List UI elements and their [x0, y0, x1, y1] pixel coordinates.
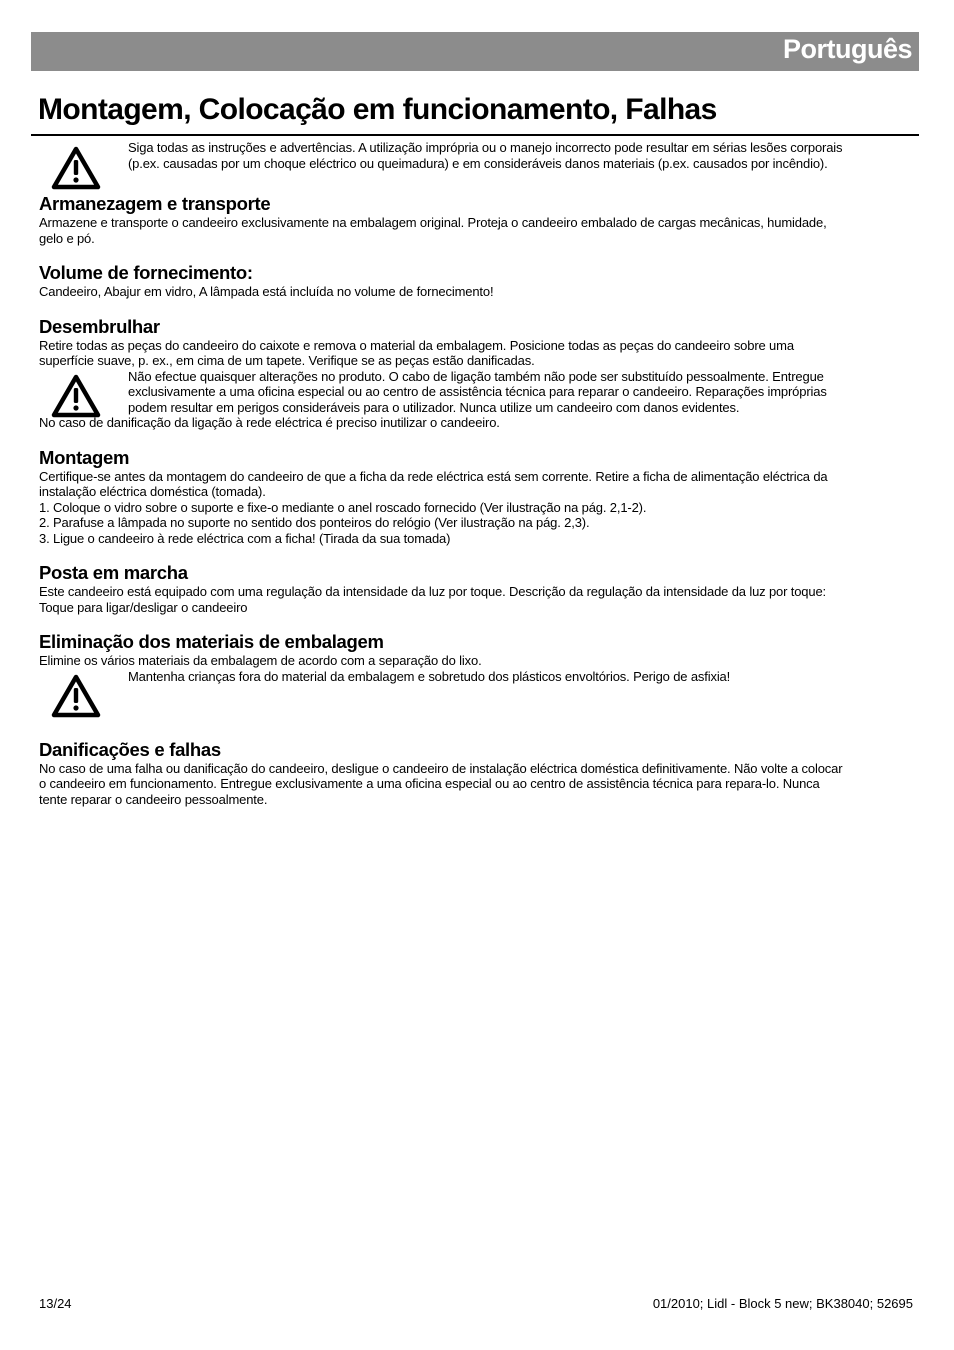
delivery-text: Candeeiro, Abajur em vidro, A lâmpada está incluída no volume de fornecimento!: [39, 284, 494, 299]
unpacking-warning-block: [39, 369, 849, 416]
unpacking-text: Retire todas as peças do candeeiro do caixote e remova o material da embalagem. Posicione todas as peças do candeeiro sobre uma superfície suave, p. ex., em cima de um tapete. Verifique se as peças estão danificadas.: [39, 337, 794, 368]
faults-text: No caso de uma falha ou danificação do candeeiro, desligue o candeeiro de instalação eléctrica doméstica definitivamente. Não volte a colocar o candeeiro em funcionamento. Entregue exclusivamente a uma oficina especial ou ao centro de assistência técnica para repara-lo. Nunca tente reparar o candeeiro pessoalmente.: [39, 760, 843, 807]
assembly-heading: Montagem: [39, 446, 130, 468]
disposal-heading: Eliminação dos materiais de embalagem: [39, 631, 384, 652]
assembly-step: 2. Parafuse a lâmpada no suporte no sentido dos ponteiros do relógio (Ver ilustração na pág. 2,3).: [39, 515, 590, 530]
assembly-step: 1. Coloque o vidro sobre o suporte e fixe-o mediante o anel roscado fornecido (Ver ilustração na pág. 2,1-2).: [39, 499, 647, 515]
disposal-text: Elimine os vários materiais da embalagem de acordo com a separação do lixo.: [39, 653, 482, 668]
title-divider: [31, 134, 919, 136]
language-label: Português: [782, 34, 912, 64]
warning-triangle-icon: [51, 146, 101, 190]
delivery-heading: Volume de fornecimento:: [39, 262, 253, 283]
operation-text: Este candeeiro está equipado com uma regulação da intensidade da luz por toque. Descrição da regulação da intensidade da luz por toque: Toque para ligar/desligar o candeeiro: [39, 584, 827, 615]
disposal-warning-text: Mantenha crianças fora do material da embalagem e sobretudo dos plásticos envoltórios. Perigo de asfixia!: [128, 668, 731, 684]
page-title: Montagem, Colocação em funcionamento, Falhas: [38, 93, 717, 126]
page-number: 13/24: [39, 1296, 72, 1311]
unpacking-warning-text: Não efectue quaisquer alterações no produto. O cabo de ligação também não pode ser substituído pessoalmente. Entregue exclusivamente a uma oficina especial ou ao centro de assistência técnica para reparar o candeeiro. Reparações impróprias podem resultar em perigos consideráveis para o utilizador. Nunca utilize um candeeiro com danos evidentes.: [128, 368, 827, 415]
intro-warning-text: Siga todas as instruções e advertências. A utilização imprópria ou o manejo incorrecto pode resultar em sérias lesões corporais (p.ex. causadas por um choque eléctrico ou queimadura) e em consideráveis danos materiais (p.ex. causados por incêndio).: [128, 140, 843, 171]
storage-text: Armazene e transporte o candeeiro exclusivamente na embalagem original. Proteja o candeeiro embalado de cargas mecânicas, humidade, gelo e pó.: [39, 215, 827, 246]
unpacking-after-text: No caso de danificação da ligação à rede eléctrica é preciso inutilizar o candeeiro.: [39, 415, 500, 430]
document-body: [39, 140, 849, 807]
warning-triangle-icon: [51, 674, 101, 718]
storage-heading: Armanezagem e transporte: [39, 193, 271, 214]
language-header-bar: [31, 32, 919, 71]
disposal-warning-block: [39, 669, 849, 729]
unpacking-heading: Desembrulhar: [39, 315, 160, 337]
assembly-text: Certifique-se antes da montagem do candeeiro de que a ficha da rede eléctrica está sem corrente. Retire a ficha de alimentação eléctrica da instalação eléctrica doméstica (tomada).: [39, 468, 828, 499]
assembly-step: 3. Ligue o candeeiro à rede eléctrica com a ficha! (Tirada da sua tomada): [39, 530, 451, 546]
faults-heading: Danificações e falhas: [39, 738, 221, 760]
intro-warning-block: [39, 140, 849, 171]
warning-triangle-icon: [51, 374, 101, 418]
document-reference: 01/2010; Lidl - Block 5 new; BK38040; 52695: [652, 1296, 913, 1311]
operation-heading: Posta em marcha: [39, 562, 188, 583]
